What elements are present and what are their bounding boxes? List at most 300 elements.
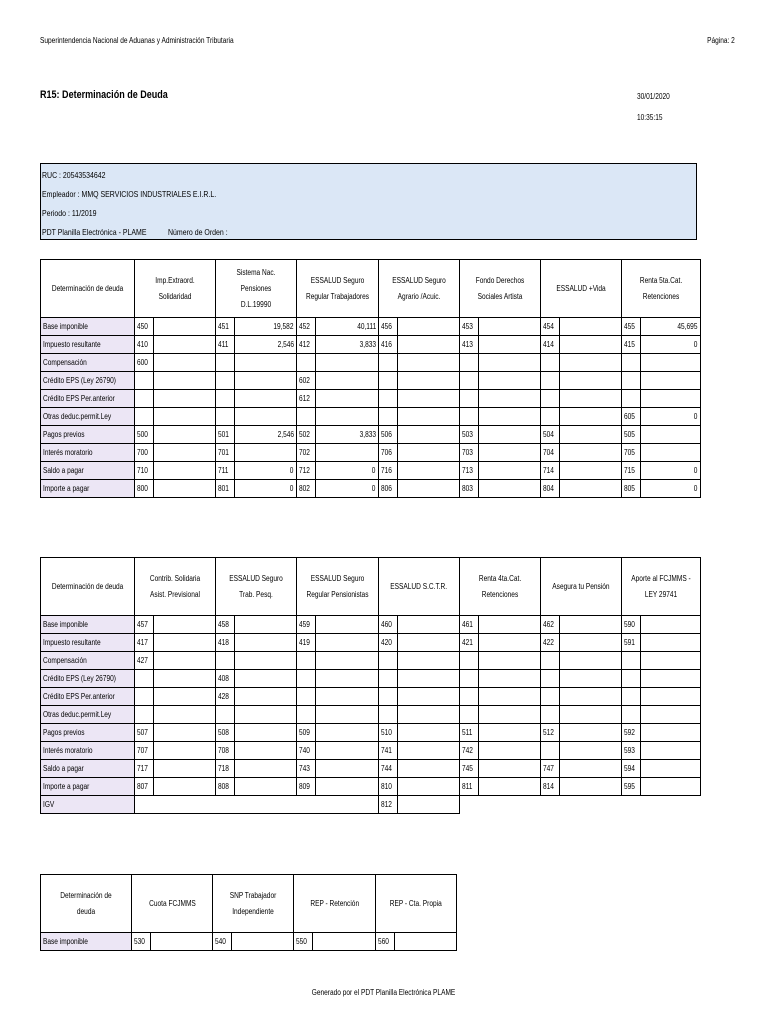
casilla-value xyxy=(559,760,621,778)
casilla-code: 717 xyxy=(134,760,153,778)
casilla-value xyxy=(234,372,296,390)
casilla-value xyxy=(559,408,621,426)
casilla-code xyxy=(215,354,234,372)
casilla-value xyxy=(315,444,378,462)
casilla-code xyxy=(378,652,397,670)
casilla-value xyxy=(315,408,378,426)
casilla-code: 747 xyxy=(540,760,559,778)
casilla-code: 456 xyxy=(378,318,397,336)
casilla-code: 741 xyxy=(378,742,397,760)
casilla-code: 590 xyxy=(621,616,640,634)
casilla-value xyxy=(559,706,621,724)
casilla-code xyxy=(134,706,153,724)
casilla-value xyxy=(153,634,215,652)
casilla-value xyxy=(153,336,215,354)
row-label: Importe a pagar xyxy=(41,480,135,498)
casilla-code: 708 xyxy=(215,742,234,760)
casilla-code: 809 xyxy=(296,778,315,796)
casilla-value xyxy=(234,724,296,742)
casilla-value xyxy=(234,742,296,760)
casilla-code xyxy=(296,706,315,724)
row-label: Otras deduc.permit.Ley xyxy=(41,408,135,426)
casilla-code: 500 xyxy=(134,426,153,444)
column-header: ESSALUD Seguro Agrario /Acuic. xyxy=(378,260,459,318)
casilla-value xyxy=(478,688,540,706)
casilla-value: 2,546 xyxy=(234,426,296,444)
casilla-value xyxy=(559,652,621,670)
casilla-code: 805 xyxy=(621,480,640,498)
casilla-code: 801 xyxy=(215,480,234,498)
casilla-value xyxy=(478,372,540,390)
casilla-value xyxy=(153,724,215,742)
casilla-value xyxy=(478,760,540,778)
casilla-value xyxy=(315,742,378,760)
column-header: Cuota FCJMMS xyxy=(132,875,213,933)
casilla-code xyxy=(459,670,478,688)
row-label: Crédito EPS Per.anterior xyxy=(41,390,135,408)
table-row xyxy=(41,742,701,760)
row-label: Importe a pagar xyxy=(41,778,135,796)
casilla-value xyxy=(478,670,540,688)
casilla-code xyxy=(459,354,478,372)
casilla-value xyxy=(640,390,700,408)
casilla-value xyxy=(640,444,700,462)
casilla-code: 427 xyxy=(134,652,153,670)
casilla-value xyxy=(234,670,296,688)
table-row xyxy=(41,778,701,796)
row-label: Crédito EPS (Ley 26790) xyxy=(41,372,135,390)
casilla-code: 705 xyxy=(621,444,640,462)
casilla-value xyxy=(397,372,459,390)
casilla-code: 701 xyxy=(215,444,234,462)
casilla-code xyxy=(540,652,559,670)
casilla-code: 710 xyxy=(134,462,153,480)
casilla-value xyxy=(234,652,296,670)
casilla-value: 0 xyxy=(315,480,378,498)
casilla-code xyxy=(296,688,315,706)
casilla-value xyxy=(559,372,621,390)
casilla-value xyxy=(559,444,621,462)
casilla-code: 412 xyxy=(296,336,315,354)
casilla-value xyxy=(153,408,215,426)
casilla-code: 812 xyxy=(378,796,397,814)
casilla-value xyxy=(313,933,376,951)
casilla-code xyxy=(378,706,397,724)
casilla-code xyxy=(215,408,234,426)
casilla-value xyxy=(153,760,215,778)
casilla-code: 745 xyxy=(459,760,478,778)
casilla-value xyxy=(559,742,621,760)
casilla-code: 511 xyxy=(459,724,478,742)
casilla-value: 45,695 xyxy=(640,318,700,336)
casilla-code xyxy=(621,706,640,724)
table-row xyxy=(41,408,701,426)
column-header: Imp.Extraord. Solidaridad xyxy=(134,260,215,318)
casilla-value xyxy=(153,688,215,706)
casilla-value: 0 xyxy=(234,462,296,480)
report-title: R15: Determinación de Deuda xyxy=(40,89,168,101)
casilla-value xyxy=(559,778,621,796)
row-label: Pagos previos xyxy=(41,724,135,742)
casilla-value xyxy=(153,390,215,408)
casilla-value: 19,582 xyxy=(234,318,296,336)
corner-header: Determinación de deuda xyxy=(41,875,132,933)
casilla-value xyxy=(397,390,459,408)
casilla-code: 503 xyxy=(459,426,478,444)
table-row xyxy=(41,760,701,778)
table-row xyxy=(41,318,701,336)
table-row xyxy=(41,390,701,408)
casilla-value xyxy=(397,724,459,742)
ruc-line: RUC : 20543534642 xyxy=(42,170,106,180)
casilla-code: 707 xyxy=(134,742,153,760)
casilla-value xyxy=(234,706,296,724)
casilla-code: 803 xyxy=(459,480,478,498)
casilla-value xyxy=(478,462,540,480)
casilla-code: 700 xyxy=(134,444,153,462)
casilla-value xyxy=(153,742,215,760)
casilla-value xyxy=(153,372,215,390)
casilla-code xyxy=(540,742,559,760)
casilla-code: 461 xyxy=(459,616,478,634)
casilla-value xyxy=(397,742,459,760)
casilla-value xyxy=(315,616,378,634)
casilla-code: 410 xyxy=(134,336,153,354)
casilla-code: 459 xyxy=(296,616,315,634)
casilla-code: 452 xyxy=(296,318,315,336)
casilla-value xyxy=(151,933,213,951)
casilla-value xyxy=(640,634,700,652)
casilla-code: 807 xyxy=(134,778,153,796)
debt-table-3 xyxy=(40,874,457,951)
casilla-code: 814 xyxy=(540,778,559,796)
casilla-code: 602 xyxy=(296,372,315,390)
casilla-value xyxy=(315,354,378,372)
casilla-code: 810 xyxy=(378,778,397,796)
table-row xyxy=(41,706,701,724)
casilla-code: 458 xyxy=(215,616,234,634)
casilla-value xyxy=(395,933,457,951)
casilla-value xyxy=(153,480,215,498)
casilla-value xyxy=(559,688,621,706)
casilla-code: 512 xyxy=(540,724,559,742)
casilla-value xyxy=(559,318,621,336)
table-row xyxy=(41,336,701,354)
casilla-code xyxy=(459,372,478,390)
table-row xyxy=(41,688,701,706)
blank-cell xyxy=(134,796,378,814)
casilla-value xyxy=(478,634,540,652)
casilla-value xyxy=(315,652,378,670)
casilla-code: 600 xyxy=(134,354,153,372)
casilla-code xyxy=(621,688,640,706)
column-header: Renta 5ta.Cat. Retenciones xyxy=(621,260,700,318)
casilla-value xyxy=(640,742,700,760)
row-label: Interés moratorio xyxy=(41,742,135,760)
casilla-code xyxy=(459,688,478,706)
casilla-value xyxy=(559,480,621,498)
casilla-code: 504 xyxy=(540,426,559,444)
casilla-value xyxy=(559,354,621,372)
casilla-code: 592 xyxy=(621,724,640,742)
column-header: REP - Retención xyxy=(294,875,376,933)
period-line: Periodo : 11/2019 xyxy=(42,208,97,218)
casilla-value: 0 xyxy=(640,480,700,498)
casilla-code xyxy=(215,706,234,724)
casilla-value xyxy=(478,426,540,444)
casilla-code: 595 xyxy=(621,778,640,796)
casilla-value xyxy=(397,336,459,354)
casilla-value xyxy=(478,778,540,796)
casilla-value xyxy=(315,634,378,652)
casilla-value xyxy=(397,796,459,814)
casilla-code xyxy=(540,390,559,408)
row-label: Impuesto resultante xyxy=(41,634,135,652)
casilla-code: 800 xyxy=(134,480,153,498)
casilla-code xyxy=(215,652,234,670)
casilla-code: 507 xyxy=(134,724,153,742)
casilla-value: 0 xyxy=(234,480,296,498)
column-header: ESSALUD S.C.T.R. xyxy=(378,558,459,616)
casilla-value xyxy=(234,390,296,408)
casilla-value xyxy=(640,426,700,444)
casilla-code: 462 xyxy=(540,616,559,634)
casilla-value xyxy=(315,760,378,778)
table-row xyxy=(41,652,701,670)
casilla-code: 419 xyxy=(296,634,315,652)
casilla-code: 451 xyxy=(215,318,234,336)
casilla-value: 2,546 xyxy=(234,336,296,354)
report-time: 10:35:15 xyxy=(637,113,663,122)
report-date: 30/01/2020 xyxy=(637,92,670,101)
row-label: Base imponible xyxy=(41,318,135,336)
column-header: ESSALUD Seguro Regular Trabajadores xyxy=(296,260,378,318)
casilla-value xyxy=(397,318,459,336)
casilla-code xyxy=(134,688,153,706)
casilla-code: 743 xyxy=(296,760,315,778)
casilla-value xyxy=(153,318,215,336)
casilla-code: 457 xyxy=(134,616,153,634)
column-header: Asegura tu Pensión xyxy=(540,558,621,616)
casilla-value xyxy=(234,760,296,778)
casilla-value xyxy=(640,778,700,796)
casilla-code: 712 xyxy=(296,462,315,480)
casilla-value xyxy=(397,462,459,480)
casilla-value xyxy=(397,670,459,688)
casilla-value: 3,833 xyxy=(315,426,378,444)
casilla-value xyxy=(234,634,296,652)
casilla-code: 711 xyxy=(215,462,234,480)
casilla-code: 550 xyxy=(294,933,313,951)
casilla-code: 421 xyxy=(459,634,478,652)
casilla-code: 594 xyxy=(621,760,640,778)
employer-line: Empleador : MMQ SERVICIOS INDUSTRIALES E.I.R.L. xyxy=(42,189,217,199)
casilla-code: 811 xyxy=(459,778,478,796)
casilla-code: 702 xyxy=(296,444,315,462)
casilla-code: 744 xyxy=(378,760,397,778)
casilla-value: 0 xyxy=(315,462,378,480)
casilla-value xyxy=(153,706,215,724)
casilla-code xyxy=(540,408,559,426)
column-header: SNP Trabajador Independiente xyxy=(213,875,294,933)
casilla-value xyxy=(640,372,700,390)
casilla-value: 40,111 xyxy=(315,318,378,336)
casilla-value xyxy=(153,354,215,372)
casilla-code: 506 xyxy=(378,426,397,444)
casilla-value xyxy=(315,724,378,742)
table-row xyxy=(41,444,701,462)
casilla-value xyxy=(153,778,215,796)
casilla-value xyxy=(478,444,540,462)
casilla-value xyxy=(397,426,459,444)
column-header: REP - Cta. Propia xyxy=(376,875,457,933)
casilla-code xyxy=(215,390,234,408)
casilla-value xyxy=(478,354,540,372)
casilla-value: 0 xyxy=(640,462,700,480)
igv-row xyxy=(41,796,701,814)
casilla-value xyxy=(478,724,540,742)
casilla-value xyxy=(397,706,459,724)
casilla-value xyxy=(397,652,459,670)
row-label: Saldo a pagar xyxy=(41,760,135,778)
casilla-code xyxy=(296,652,315,670)
casilla-code: 501 xyxy=(215,426,234,444)
table-row xyxy=(41,616,701,634)
casilla-code xyxy=(621,372,640,390)
column-header: ESSALUD +Vida xyxy=(540,260,621,318)
table-row xyxy=(41,372,701,390)
casilla-value xyxy=(234,408,296,426)
row-label: IGV xyxy=(41,796,135,814)
casilla-code xyxy=(378,688,397,706)
casilla-value xyxy=(559,336,621,354)
casilla-value xyxy=(315,390,378,408)
empty-space xyxy=(459,796,700,814)
casilla-value: 0 xyxy=(640,336,700,354)
casilla-value xyxy=(153,426,215,444)
casilla-value xyxy=(478,318,540,336)
casilla-code xyxy=(296,354,315,372)
casilla-code xyxy=(621,354,640,372)
casilla-code xyxy=(378,354,397,372)
row-label: Otras deduc.permit.Ley xyxy=(41,706,135,724)
casilla-value xyxy=(640,688,700,706)
casilla-code: 530 xyxy=(132,933,151,951)
casilla-code: 704 xyxy=(540,444,559,462)
row-label: Crédito EPS (Ley 26790) xyxy=(41,670,135,688)
row-label: Compensación xyxy=(41,652,135,670)
table-row xyxy=(41,426,701,444)
casilla-code: 605 xyxy=(621,408,640,426)
casilla-value xyxy=(397,634,459,652)
casilla-value xyxy=(232,933,294,951)
casilla-value xyxy=(153,670,215,688)
casilla-value xyxy=(640,706,700,724)
casilla-value xyxy=(478,408,540,426)
casilla-code xyxy=(540,372,559,390)
casilla-value xyxy=(234,778,296,796)
casilla-code xyxy=(215,372,234,390)
casilla-code: 453 xyxy=(459,318,478,336)
casilla-value xyxy=(397,408,459,426)
casilla-value xyxy=(478,336,540,354)
casilla-code xyxy=(621,390,640,408)
casilla-code xyxy=(296,670,315,688)
casilla-value xyxy=(640,652,700,670)
debt-table-2 xyxy=(40,557,701,814)
casilla-code: 802 xyxy=(296,480,315,498)
casilla-value: 3,833 xyxy=(315,336,378,354)
casilla-value xyxy=(640,724,700,742)
row-label: Impuesto resultante xyxy=(41,336,135,354)
casilla-value xyxy=(559,670,621,688)
casilla-code: 413 xyxy=(459,336,478,354)
table-row xyxy=(41,634,701,652)
casilla-value xyxy=(640,616,700,634)
casilla-code: 502 xyxy=(296,426,315,444)
table-row xyxy=(41,354,701,372)
row-label: Base imponible xyxy=(41,616,135,634)
casilla-code: 593 xyxy=(621,742,640,760)
casilla-code xyxy=(378,390,397,408)
casilla-value xyxy=(478,616,540,634)
casilla-code: 418 xyxy=(215,634,234,652)
casilla-value xyxy=(153,444,215,462)
casilla-value xyxy=(397,778,459,796)
casilla-code: 740 xyxy=(296,742,315,760)
casilla-value xyxy=(559,634,621,652)
casilla-value xyxy=(478,652,540,670)
casilla-value xyxy=(315,778,378,796)
row-label: Interés moratorio xyxy=(41,444,135,462)
page-number: Página: 2 xyxy=(707,36,735,45)
casilla-value xyxy=(559,724,621,742)
casilla-code: 510 xyxy=(378,724,397,742)
casilla-value xyxy=(397,354,459,372)
casilla-code xyxy=(134,390,153,408)
column-header: ESSALUD Seguro Regular Pensionistas xyxy=(296,558,378,616)
organization-name: Superintendencia Nacional de Aduanas y Administración Tributaria xyxy=(40,36,234,45)
casilla-value: 0 xyxy=(640,408,700,426)
row-label: Crédito EPS Per.anterior xyxy=(41,688,135,706)
casilla-value xyxy=(478,390,540,408)
casilla-code: 718 xyxy=(215,760,234,778)
column-header: Sistema Nac. Pensiones D.L.19990 xyxy=(215,260,296,318)
casilla-value xyxy=(234,444,296,462)
casilla-code: 591 xyxy=(621,634,640,652)
casilla-value xyxy=(640,760,700,778)
casilla-code xyxy=(459,652,478,670)
casilla-code: 505 xyxy=(621,426,640,444)
casilla-value xyxy=(559,616,621,634)
casilla-code xyxy=(459,706,478,724)
casilla-code: 417 xyxy=(134,634,153,652)
casilla-value xyxy=(397,480,459,498)
casilla-code: 716 xyxy=(378,462,397,480)
table-row xyxy=(41,724,701,742)
casilla-code: 703 xyxy=(459,444,478,462)
column-header: Renta 4ta.Cat. Retenciones xyxy=(459,558,540,616)
table-row xyxy=(41,462,701,480)
casilla-code xyxy=(621,670,640,688)
casilla-code xyxy=(540,670,559,688)
casilla-code: 706 xyxy=(378,444,397,462)
casilla-code xyxy=(378,372,397,390)
casilla-value xyxy=(153,462,215,480)
casilla-code xyxy=(134,372,153,390)
corner-header: Determinación de deuda xyxy=(41,260,135,318)
footer-note: Generado por el PDT Planilla Electrónica PLAME xyxy=(312,988,456,997)
